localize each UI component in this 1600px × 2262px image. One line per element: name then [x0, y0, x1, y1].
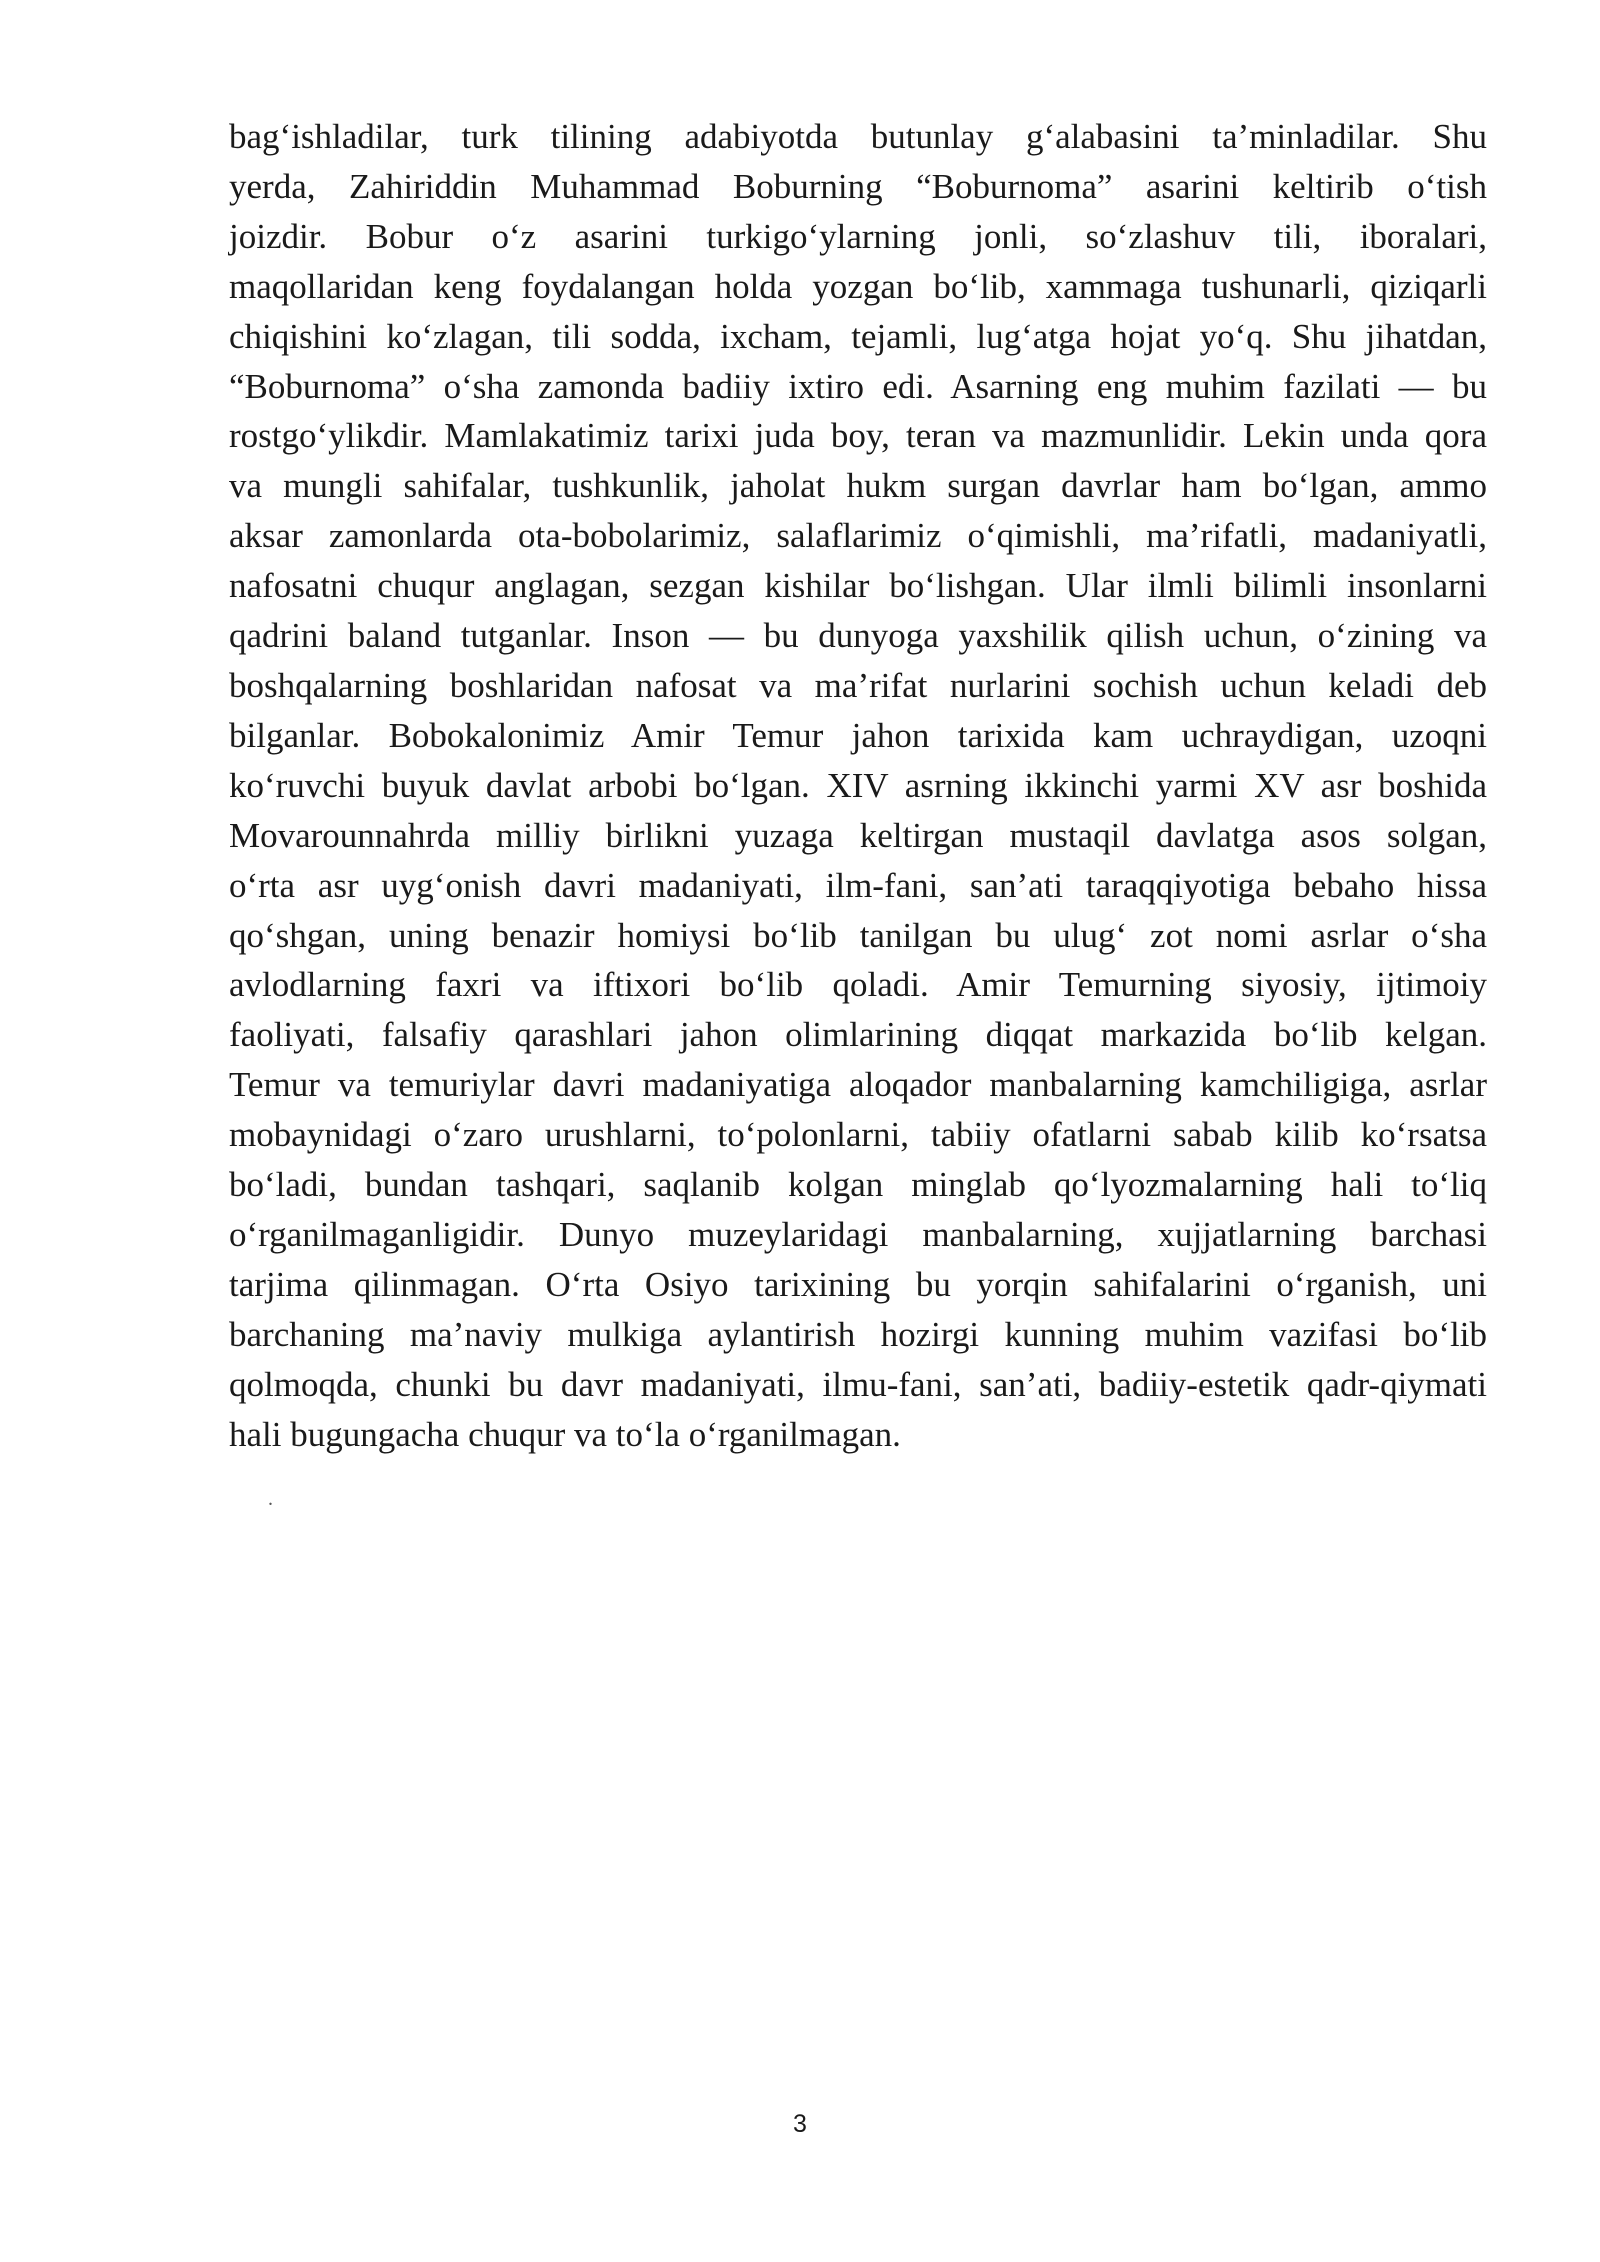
text-line: maqollaridan keng foydalangan holda yozgan bo‘lib, xammaga tushunarli, qiziqarli: [229, 266, 1487, 306]
text-line: o‘rganilmaganligidir. Dunyo muzeylaridagi manbalarning, xujjatlarning barchasi: [229, 1214, 1487, 1254]
stray-mark: .: [268, 1488, 273, 1510]
text-line: yerda, Zahiriddin Muhammad Boburning “Boburnoma” asarini keltirib o‘tish: [229, 166, 1487, 206]
text-line: ko‘ruvchi buyuk davlat arbobi bo‘lgan. XIV asrning ikkinchi yarmi XV asr boshida: [229, 765, 1487, 805]
page-number: 3: [793, 2110, 807, 2138]
text-line: nafosatni chuqur anglagan, sezgan kishilar bo‘lishgan. Ular ilmli bilimli insonlarni: [229, 566, 1487, 606]
text-line: mobaynidagi o‘zaro urushlarni, to‘polonlarni, tabiiy ofatlarni sabab kilib ko‘rsatsa: [229, 1115, 1487, 1155]
text-line: avlodlarning faxri va iftixori bo‘lib qoladi. Amir Temurning siyosiy, ijtimoiy: [229, 965, 1487, 1005]
text-line: o‘rta asr uyg‘onish davri madaniyati, ilm-fani, san’ati taraqqiyotiga bebaho hissa: [229, 865, 1487, 905]
text-line: barchaning ma’naviy mulkiga aylantirish hozirgi kunning muhim vazifasi bo‘lib: [229, 1314, 1487, 1354]
text-line: rostgo‘ylikdir. Mamlakatimiz tarixi juda boy, teran va mazmunlidir. Lekin unda qora: [229, 416, 1487, 456]
text-line: Movarounnahrda milliy birlikni yuzaga keltirgan mustaqil davlatga asos solgan,: [229, 815, 1487, 855]
text-line: joizdir. Bobur o‘z asarini turkigo‘ylarning jonli, so‘zlashuv tili, iboralari,: [229, 216, 1487, 256]
text-line: qo‘shgan, uning benazir homiysi bo‘lib tanilgan bu ulug‘ zot nomi asrlar o‘sha: [229, 915, 1487, 955]
text-line: boshqalarning boshlaridan nafosat va ma’rifat nurlarini sochish uchun keladi deb: [229, 665, 1487, 705]
text-line: aksar zamonlarda ota-bobolarimiz, salaflarimiz o‘qimishli, ma’rifatli, madaniyatli,: [229, 516, 1487, 556]
text-line: tarjima qilinmagan. O‘rta Osiyo tarixining bu yorqin sahifalarini o‘rganish, uni: [229, 1264, 1487, 1304]
text-line: Temur va temuriylar davri madaniyatiga aloqador manbalarning kamchiligiga, asrlar: [229, 1065, 1487, 1105]
text-line: bag‘ishladilar, turk tilining adabiyotda butunlay g‘alabasini ta’minladilar. Shu: [229, 117, 1487, 156]
text-line: qadrini baland tutganlar. Inson — bu dunyoga yaxshilik qilish uchun, o‘zining va: [229, 616, 1487, 656]
body-paragraph: [229, 112, 1487, 1459]
text-line-last: hali bugungacha chuqur va to‘la o‘rganilmagan.: [229, 1414, 901, 1454]
text-line: bilganlar. Bobokalonimiz Amir Temur jahon tarixida kam uchraydigan, uzoqni: [229, 715, 1487, 755]
text-line: chiqishini ko‘zlagan, tili sodda, ixcham, tejamli, lug‘atga hojat yo‘q. Shu jihatdan,: [229, 316, 1487, 356]
text-line: qolmoqda, chunki bu davr madaniyati, ilmu-fani, san’ati, badiiy-estetik qadr-qiymati: [229, 1364, 1487, 1404]
text-line: faoliyati, falsafiy qarashlari jahon olimlarining diqqat markazida bo‘lib kelgan.: [229, 1015, 1487, 1055]
text-line: “Boburnoma” o‘sha zamonda badiiy ixtiro edi. Asarning eng muhim fazilati — bu: [229, 366, 1487, 406]
text-line: bo‘ladi, bundan tashqari, saqlanib kolgan minglab qo‘lyozmalarning hali to‘liq: [229, 1165, 1487, 1205]
text-line: va mungli sahifalar, tushkunlik, jaholat hukm surgan davrlar ham bo‘lgan, ammo: [229, 466, 1487, 506]
